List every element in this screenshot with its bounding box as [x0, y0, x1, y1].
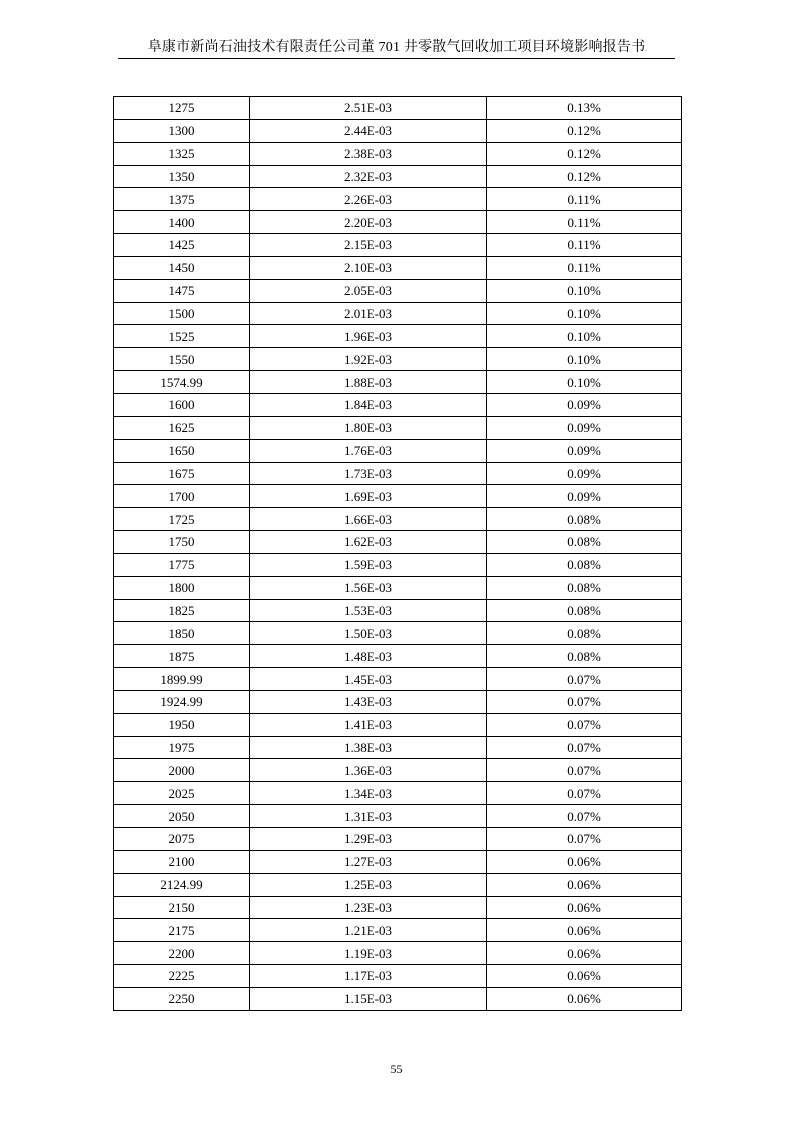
- distance-cell: 1275: [114, 97, 250, 120]
- table-row: [114, 873, 682, 896]
- concentration-cell: 1.43E-03: [250, 690, 487, 713]
- concentration-cell: 2.15E-03: [250, 234, 487, 257]
- concentration-cell: 1.76E-03: [250, 439, 487, 462]
- concentration-cell: 1.48E-03: [250, 645, 487, 668]
- distance-cell: 2000: [114, 759, 250, 782]
- table-row: [114, 439, 682, 462]
- concentration-cell: 1.80E-03: [250, 416, 487, 439]
- distance-cell: 2175: [114, 919, 250, 942]
- distance-cell: 1875: [114, 645, 250, 668]
- table-row: [114, 965, 682, 988]
- percentage-cell: 0.06%: [487, 919, 682, 942]
- table-row: [114, 97, 682, 120]
- table-row: [114, 371, 682, 394]
- concentration-cell: 1.34E-03: [250, 782, 487, 805]
- percentage-cell: 0.10%: [487, 325, 682, 348]
- distance-cell: 1650: [114, 439, 250, 462]
- distance-cell: 1325: [114, 142, 250, 165]
- percentage-cell: 0.07%: [487, 668, 682, 691]
- table-row: [114, 279, 682, 302]
- distance-cell: 1350: [114, 165, 250, 188]
- percentage-cell: 0.10%: [487, 302, 682, 325]
- distance-cell: 1525: [114, 325, 250, 348]
- header-divider: [118, 58, 675, 59]
- table-row: [114, 348, 682, 371]
- table-row: [114, 645, 682, 668]
- percentage-cell: 0.13%: [487, 97, 682, 120]
- concentration-cell: 1.50E-03: [250, 622, 487, 645]
- concentration-cell: 1.23E-03: [250, 896, 487, 919]
- percentage-cell: 0.06%: [487, 987, 682, 1010]
- table-row: [114, 782, 682, 805]
- concentration-cell: 1.88E-03: [250, 371, 487, 394]
- concentration-cell: 2.10E-03: [250, 256, 487, 279]
- distance-cell: 1550: [114, 348, 250, 371]
- concentration-cell: 1.69E-03: [250, 485, 487, 508]
- distance-cell: 1800: [114, 576, 250, 599]
- percentage-cell: 0.06%: [487, 965, 682, 988]
- concentration-cell: 1.15E-03: [250, 987, 487, 1010]
- percentage-cell: 0.07%: [487, 805, 682, 828]
- percentage-cell: 0.06%: [487, 896, 682, 919]
- table-row: [114, 416, 682, 439]
- distance-cell: 1825: [114, 599, 250, 622]
- distance-cell: 1625: [114, 416, 250, 439]
- percentage-cell: 0.08%: [487, 599, 682, 622]
- percentage-cell: 0.07%: [487, 690, 682, 713]
- table-row: [114, 142, 682, 165]
- table-row: [114, 896, 682, 919]
- distance-cell: 2025: [114, 782, 250, 805]
- concentration-cell: 2.05E-03: [250, 279, 487, 302]
- table-row: [114, 302, 682, 325]
- distance-cell: 1750: [114, 531, 250, 554]
- distance-cell: 1700: [114, 485, 250, 508]
- percentage-cell: 0.12%: [487, 165, 682, 188]
- page-header-title: 阜康市新尚石油技术有限责任公司董 701 井零散气回收加工项目环境影响报告书: [147, 40, 646, 55]
- percentage-cell: 0.06%: [487, 850, 682, 873]
- distance-cell: 2050: [114, 805, 250, 828]
- percentage-cell: 0.07%: [487, 759, 682, 782]
- distance-cell: 2200: [114, 942, 250, 965]
- table-row: [114, 188, 682, 211]
- table-row: [114, 736, 682, 759]
- percentage-cell: 0.07%: [487, 782, 682, 805]
- percentage-cell: 0.09%: [487, 416, 682, 439]
- concentration-cell: 2.26E-03: [250, 188, 487, 211]
- concentration-cell: 1.53E-03: [250, 599, 487, 622]
- table-row: [114, 485, 682, 508]
- percentage-cell: 0.09%: [487, 439, 682, 462]
- distance-cell: 1500: [114, 302, 250, 325]
- concentration-cell: 1.73E-03: [250, 462, 487, 485]
- table-row: [114, 805, 682, 828]
- table-row: [114, 942, 682, 965]
- page-number: 55: [390, 1062, 403, 1076]
- distance-cell: 2124.99: [114, 873, 250, 896]
- percentage-cell: 0.08%: [487, 508, 682, 531]
- table-row: [114, 759, 682, 782]
- table-row: [114, 393, 682, 416]
- concentration-cell: 2.38E-03: [250, 142, 487, 165]
- percentage-cell: 0.08%: [487, 645, 682, 668]
- concentration-cell: 2.20E-03: [250, 211, 487, 234]
- distance-cell: 1600: [114, 393, 250, 416]
- concentration-cell: 2.51E-03: [250, 97, 487, 120]
- table-row: [114, 553, 682, 576]
- concentration-cell: 1.96E-03: [250, 325, 487, 348]
- distance-cell: 1899.99: [114, 668, 250, 691]
- concentration-cell: 2.01E-03: [250, 302, 487, 325]
- distance-cell: 1400: [114, 211, 250, 234]
- table-row: [114, 531, 682, 554]
- percentage-cell: 0.08%: [487, 622, 682, 645]
- table-row: [114, 690, 682, 713]
- percentage-cell: 0.09%: [487, 462, 682, 485]
- distance-cell: 1475: [114, 279, 250, 302]
- distance-cell: 1924.99: [114, 690, 250, 713]
- concentration-cell: 1.21E-03: [250, 919, 487, 942]
- table-row: [114, 234, 682, 257]
- data-table-body: [114, 97, 682, 1011]
- distance-cell: 1574.99: [114, 371, 250, 394]
- table-row: [114, 325, 682, 348]
- concentration-cell: 1.19E-03: [250, 942, 487, 965]
- distance-cell: 1975: [114, 736, 250, 759]
- table-row: [114, 165, 682, 188]
- concentration-cell: 1.25E-03: [250, 873, 487, 896]
- percentage-cell: 0.11%: [487, 256, 682, 279]
- table-row: [114, 462, 682, 485]
- distance-cell: 2225: [114, 965, 250, 988]
- distance-cell: 1950: [114, 713, 250, 736]
- distance-cell: 1300: [114, 119, 250, 142]
- concentration-cell: 1.66E-03: [250, 508, 487, 531]
- table-row: [114, 828, 682, 851]
- percentage-cell: 0.11%: [487, 188, 682, 211]
- percentage-cell: 0.09%: [487, 393, 682, 416]
- distance-cell: 2075: [114, 828, 250, 851]
- percentage-cell: 0.08%: [487, 576, 682, 599]
- concentration-cell: 1.56E-03: [250, 576, 487, 599]
- distance-cell: 1375: [114, 188, 250, 211]
- concentration-cell: 1.36E-03: [250, 759, 487, 782]
- table-row: [114, 599, 682, 622]
- data-table: [113, 96, 682, 1011]
- concentration-cell: 1.17E-03: [250, 965, 487, 988]
- table-row: [114, 987, 682, 1010]
- percentage-cell: 0.10%: [487, 279, 682, 302]
- table-row: [114, 622, 682, 645]
- table-row: [114, 850, 682, 873]
- percentage-cell: 0.06%: [487, 942, 682, 965]
- distance-cell: 2250: [114, 987, 250, 1010]
- table-row: [114, 668, 682, 691]
- distance-cell: 2150: [114, 896, 250, 919]
- table-row: [114, 119, 682, 142]
- percentage-cell: 0.11%: [487, 211, 682, 234]
- percentage-cell: 0.06%: [487, 873, 682, 896]
- table-row: [114, 211, 682, 234]
- percentage-cell: 0.07%: [487, 736, 682, 759]
- percentage-cell: 0.11%: [487, 234, 682, 257]
- percentage-cell: 0.10%: [487, 371, 682, 394]
- distance-cell: 1425: [114, 234, 250, 257]
- percentage-cell: 0.07%: [487, 828, 682, 851]
- concentration-cell: 1.29E-03: [250, 828, 487, 851]
- concentration-cell: 1.27E-03: [250, 850, 487, 873]
- concentration-cell: 1.92E-03: [250, 348, 487, 371]
- distance-cell: 1450: [114, 256, 250, 279]
- percentage-cell: 0.12%: [487, 119, 682, 142]
- table-row: [114, 713, 682, 736]
- distance-cell: 1725: [114, 508, 250, 531]
- distance-cell: 2100: [114, 850, 250, 873]
- percentage-cell: 0.09%: [487, 485, 682, 508]
- table-row: [114, 576, 682, 599]
- percentage-cell: 0.12%: [487, 142, 682, 165]
- percentage-cell: 0.08%: [487, 553, 682, 576]
- concentration-cell: 1.84E-03: [250, 393, 487, 416]
- percentage-cell: 0.08%: [487, 531, 682, 554]
- concentration-cell: 2.44E-03: [250, 119, 487, 142]
- concentration-cell: 1.45E-03: [250, 668, 487, 691]
- percentage-cell: 0.10%: [487, 348, 682, 371]
- concentration-cell: 1.31E-03: [250, 805, 487, 828]
- concentration-cell: 1.59E-03: [250, 553, 487, 576]
- percentage-cell: 0.07%: [487, 713, 682, 736]
- concentration-cell: 2.32E-03: [250, 165, 487, 188]
- distance-cell: 1775: [114, 553, 250, 576]
- distance-cell: 1850: [114, 622, 250, 645]
- concentration-cell: 1.38E-03: [250, 736, 487, 759]
- concentration-cell: 1.62E-03: [250, 531, 487, 554]
- table-row: [114, 508, 682, 531]
- table-row: [114, 256, 682, 279]
- distance-cell: 1675: [114, 462, 250, 485]
- table-row: [114, 919, 682, 942]
- concentration-cell: 1.41E-03: [250, 713, 487, 736]
